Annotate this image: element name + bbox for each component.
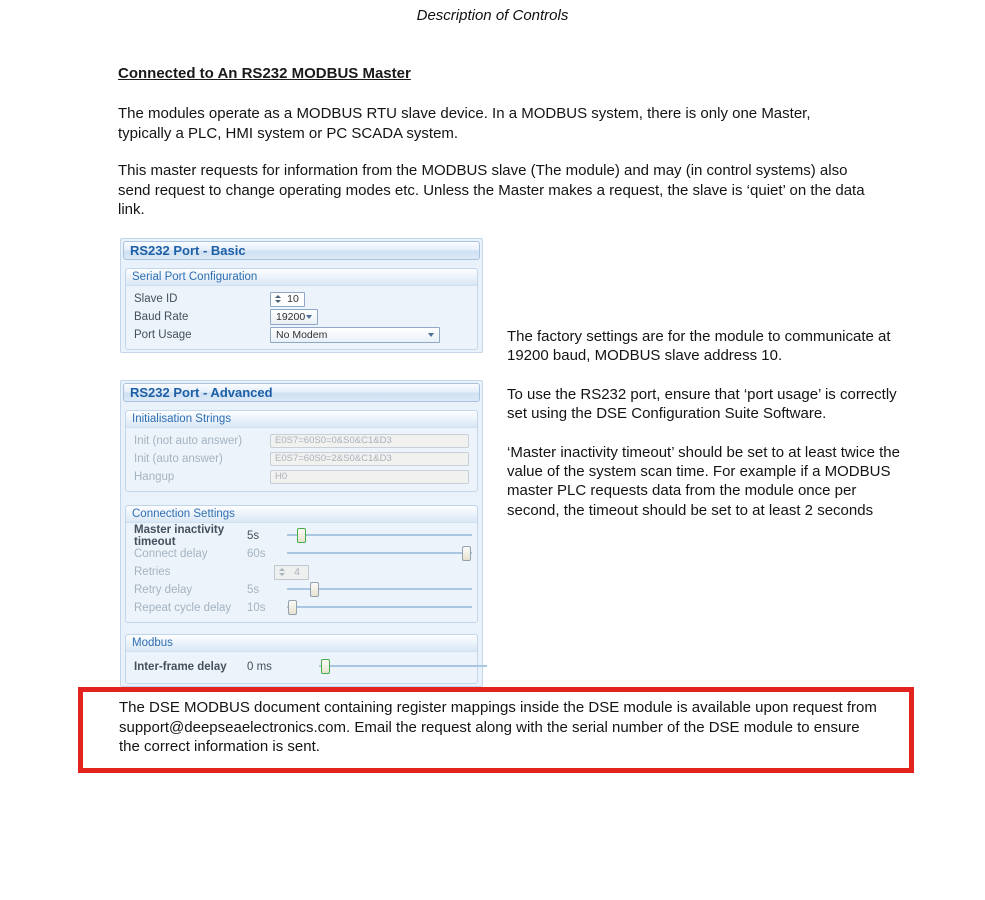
inter-frame-delay-value: 0 ms [247,661,272,673]
retry-delay-slider[interactable] [287,581,472,599]
spinner-arrows-icon[interactable] [273,295,282,303]
section-heading: Connected to An RS232 MODBUS Master [118,65,411,82]
baud-rate-value: 19200 [276,311,306,323]
connection-settings-group [125,505,478,623]
retries-value: 4 [294,566,300,578]
rs232-basic-panel [120,238,483,353]
slider-thumb[interactable] [462,546,471,561]
retry-delay-value: 5s [247,584,260,596]
inter-frame-delay-slider[interactable] [319,658,487,676]
hangup-label: Hangup [134,471,175,483]
slider-thumb[interactable] [310,582,319,597]
rs232-basic-panel-title: RS232 Port - Basic [123,241,480,260]
inter-frame-delay-row [126,656,477,678]
slider-track [319,665,487,667]
slider-track [287,606,472,608]
connect-delay-label: Connect delay [134,548,208,560]
port-usage-label: Port Usage [134,329,192,341]
retries-spinner[interactable] [274,565,309,580]
init-auto-input[interactable]: E0S7=60S0=2&S0&C1&D3 [270,452,469,466]
connect-delay-row [126,545,477,563]
slave-id-value: 10 [287,293,299,305]
init-not-auto-row [126,432,477,450]
modbus-document-notice-text: The DSE MODBUS document containing register mappings inside the DSE module is available upon request from support@deepseaelectronics.com. Email the request along with the serial number of the DSE module to ensure the correct information is sent. [119,699,877,755]
master-inactivity-timeout-value: 5s [247,530,260,542]
slave-id-label: Slave ID [134,293,178,305]
retries-row [126,563,477,581]
side-note-2: To use the RS232 port, ensure that ‘port usage’ is correctly set using the DSE Configuration Suite Software. [507,385,897,423]
rs232-advanced-panel [120,380,483,687]
slave-id-spinner[interactable] [270,292,305,307]
retries-label: Retries [134,566,171,578]
slider-track [287,534,472,536]
modbus-document-notice [78,687,914,773]
intro-paragraph-2: This master requests for information from the MODBUS slave (The module) and may (in control systems) also send request to change operating modes etc. Unless the Master makes a request, the slave is ‘quiet’ on the data link. [118,162,865,218]
side-note-3: ‘Master inactivity timeout’ should be set to at least twice the value of the system scan time. For example if a MODBUS master PLC requests data from the module once per second, the timeout should be set to at least 2 seconds [507,443,900,519]
port-usage-dropdown[interactable] [270,327,440,343]
slider-thumb[interactable] [288,600,297,615]
chevron-down-icon [428,333,434,337]
port-usage-row [126,326,477,344]
repeat-cycle-delay-value: 10s [247,602,266,614]
baud-rate-dropdown[interactable] [270,309,318,325]
repeat-cycle-delay-label: Repeat cycle delay [134,602,232,614]
initialisation-strings-title: Initialisation Strings [126,411,477,428]
retry-delay-label: Retry delay [134,584,193,596]
retry-delay-row [126,581,477,599]
connect-delay-slider[interactable] [287,545,472,563]
serial-port-configuration-title: Serial Port Configuration [126,269,477,286]
master-inactivity-timeout-row [126,524,477,548]
page-title: Description of Controls [416,7,569,24]
slider-track [287,552,472,554]
modbus-group [125,634,478,684]
init-not-auto-label: Init (not auto answer) [134,435,243,447]
master-inactivity-timeout-label: Master inactivity timeout [134,524,225,548]
side-notes [507,327,911,539]
hangup-input[interactable]: H0 [270,470,469,484]
init-not-auto-input[interactable]: E0S7=60S0=0&S0&C1&D3 [270,434,469,448]
initialisation-strings-group [125,410,478,492]
slider-thumb[interactable] [297,528,306,543]
modbus-title: Modbus [126,635,477,652]
repeat-cycle-delay-row [126,599,477,617]
side-note-1: The factory settings are for the module to communicate at 19200 baud, MODBUS slave address 10. [507,328,891,365]
hangup-row [126,468,477,486]
init-auto-label: Init (auto answer) [134,453,223,465]
repeat-cycle-delay-slider[interactable] [287,599,472,617]
connect-delay-value: 60s [247,548,266,560]
init-auto-row [126,450,477,468]
slave-id-row [126,290,477,308]
rs232-advanced-panel-title: RS232 Port - Advanced [123,383,480,402]
port-usage-value: No Modem [276,329,328,341]
intro-paragraph-1: The modules operate as a MODBUS RTU slave device. In a MODBUS system, there is only one Master, typically a PLC, HMI system or PC SCADA system. [118,105,811,142]
slider-thumb[interactable] [321,659,330,674]
spinner-arrows-icon[interactable] [277,568,286,576]
inter-frame-delay-label: Inter-frame delay [134,661,227,673]
serial-port-configuration-group [125,268,478,350]
chevron-down-icon [306,315,312,319]
baud-rate-row [126,308,477,326]
master-inactivity-timeout-slider[interactable] [287,527,472,545]
baud-rate-label: Baud Rate [134,311,189,323]
connection-settings-title: Connection Settings [126,506,477,523]
